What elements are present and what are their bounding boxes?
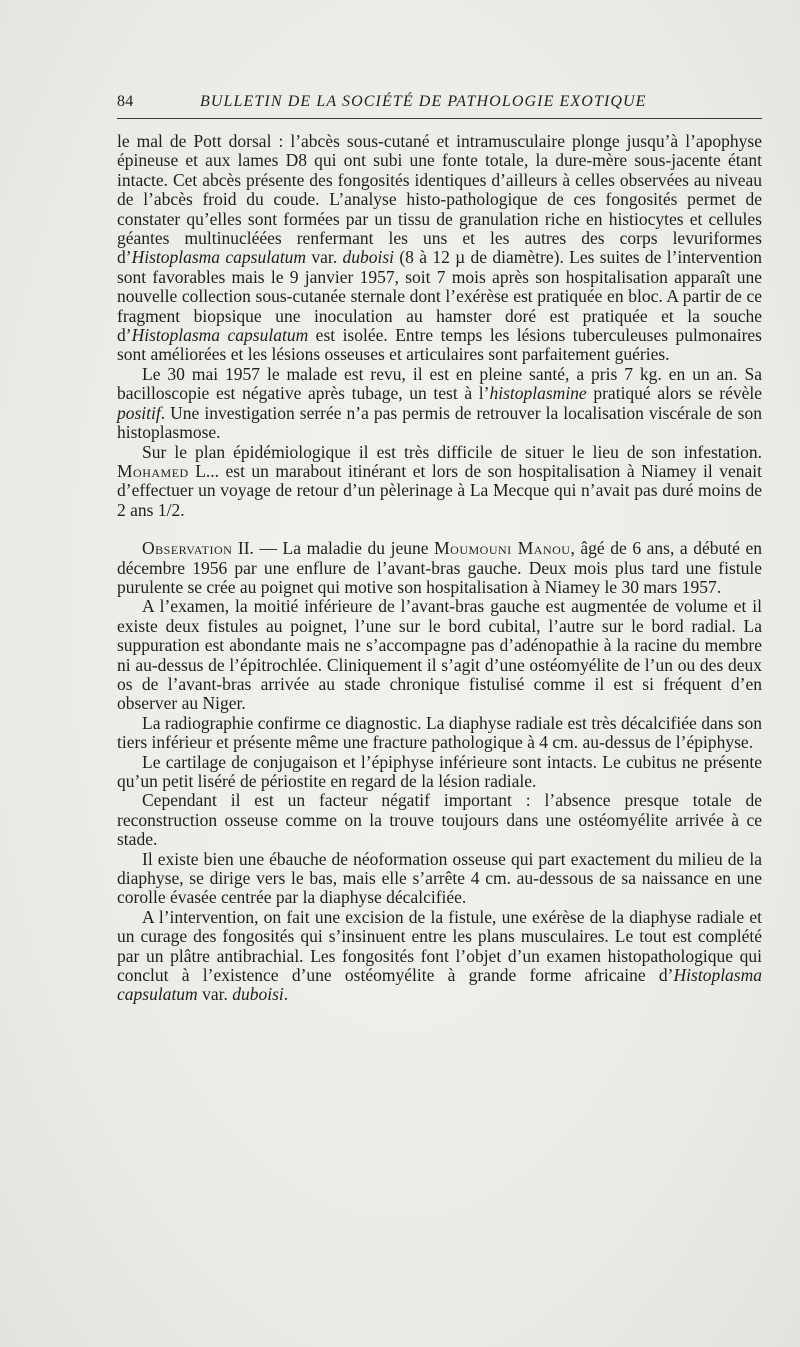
paragraph-examination: A l’examen, la moitié inférieure de l’avant-bras gauche est augmentée de volume et il existe deux fistules au poignet, l’une sur le bord cubital, l’autre sur le bord radial. La suppuration est abondante mais ne s’accompagne pas d’adénopathie à la racine du membre ni au-dessus de l’épitrochlée. Cliniquement il s’agit d’une ostéomyélite de l’un ou des deux os de l’avant-bras arrivée au stade chronique fistulisé comme il est si fréquent d’en observer au Niger. xyxy=(117,596,762,714)
page-header xyxy=(117,92,762,119)
paragraph-neoformation: Il existe bien une ébauche de néoformation osseuse qui part exactement du milieu de la diaphyse, se dirige vers le bas, mais elle s’arrête 4 cm. au-dessous de sa naissance en une corolle évasée centrée par la diaphyse décalcifiée. xyxy=(117,848,762,908)
species-name: Histoplasma capsulatum xyxy=(117,965,762,1005)
article-body xyxy=(117,132,762,1005)
variety-name: duboisi xyxy=(232,984,284,1005)
observation-heading-paragraph: Observation II. — La maladie du jeune Moumouni Manou, âgé de 6 ans, a débuté en décembre 1956 par une enflure de l’avant-bras gauche. Deux mois plus tard une fistule purulente se crée au poignet qui motive son hospitalisation à Niamey le 30 mars 1957. xyxy=(117,538,763,597)
test-result: positif xyxy=(117,402,161,423)
patient-name: Moumouni Manou xyxy=(434,538,571,559)
page-number: 84 xyxy=(117,93,134,110)
paragraph-negative-factor: Cependant il est un facteur négatif important : l’absence presque totale de reconstruction osseuse comme on la trouve toujours dans une ostéomyélite arrivée à ce stade. xyxy=(117,790,762,850)
paragraph-intervention: A l’intervention, on fait une excision de la fistule, une exérèse de la diaphyse radiale et un curage des fongosités qui s’insinuent entre les plans musculaires. Le tout est complété par un plâtre antibrachial. Les fongosités font l’objet d’un examen histopathologique qui conclut à l’existence d’une ostéomyélite à grande forme africaine d’Histoplasma capsulatum var. duboisi. xyxy=(117,906,762,1005)
paragraph-follow-up: Le 30 mai 1957 le malade est revu, il est en pleine santé, a pris 7 kg. en un an. Sa bacilloscopie est négative après tubage, un test à l’histoplasmine pratiqué alors se révèle positif. Une investigation serrée n’a pas permis de retrouver la localisation viscérale de son histoplasmose. xyxy=(117,363,762,443)
observation-label: Observation xyxy=(142,538,233,559)
paragraph-epidemiology: Sur le plan épidémiologique il est très difficile de situer le lieu de son infestation. Mohamed L... est un marabout itinérant et lors de son hospitalisation à Niamey il venait d’effectuer un voyage de retour d’un pèlerinage à La Mecque qui n’avait pas duré moins de 2 ans 1/2. xyxy=(117,441,762,520)
variety-name: duboisi xyxy=(342,247,395,268)
paragraph-cartilage: Le cartilage de conjugaison et l’épiphyse inférieure sont intacts. Le cubitus ne présente qu’un petit liséré de périostite en regard de la lésion radiale. xyxy=(117,751,762,791)
test-name: histoplasmine xyxy=(489,383,587,404)
paragraph-continuation: le mal de Pott dorsal : l’abcès sous-cutané et intramusculaire plonge jusqu’à l’apophyse épineuse et aux lames D8 qui ont subi une fonte totale, la dure-mère sous-jacente étant intacte. Cet abcès présente des fongosités identiques d’ailleurs à celles observées au niveau de l’abcès froid du coude. L’analyse histo-pathologique de ces fongosités permet de constater qu’elles sont formées par un tissu de granulation riche en histiocytes et cellules géantes multinucléées renfermant les uns et les autres des corps levuriformes d’Histoplasma capsulatum var. duboisi (8 à 12 µ de diamètre). Les suites de l’intervention sont favorables mais le 9 janvier 1957, soit 7 mois après son hospitalisation apparaît une nouvelle collection sous-cutanée sternale dont l’exérèse est pratiquée en bloc. A partir de ce fragment biopsique une inoculation au hamster doré est pratiquée et la souche d’Histoplasma capsulatum est isolée. Entre temps les lésions tuberculeuses pulmonaires sont améliorées et les lésions osseuses et articulaires sont parfaitement guéries. xyxy=(117,131,762,365)
species-name: Histoplasma capsulatum xyxy=(131,325,309,346)
species-name: Histoplasma capsulatum xyxy=(131,247,307,268)
patient-name: Mohamed xyxy=(117,460,189,481)
running-title: BULLETIN DE LA SOCIÉTÉ DE PATHOLOGIE EXOTIQUE xyxy=(200,93,647,110)
paragraph-radiography: La radiographie confirme ce diagnostic. La diaphyse radiale est très décalcifiée dans son tiers inférieur et présente même une fracture pathologique à 4 cm. au-dessus de l’épiphyse. xyxy=(117,712,762,753)
